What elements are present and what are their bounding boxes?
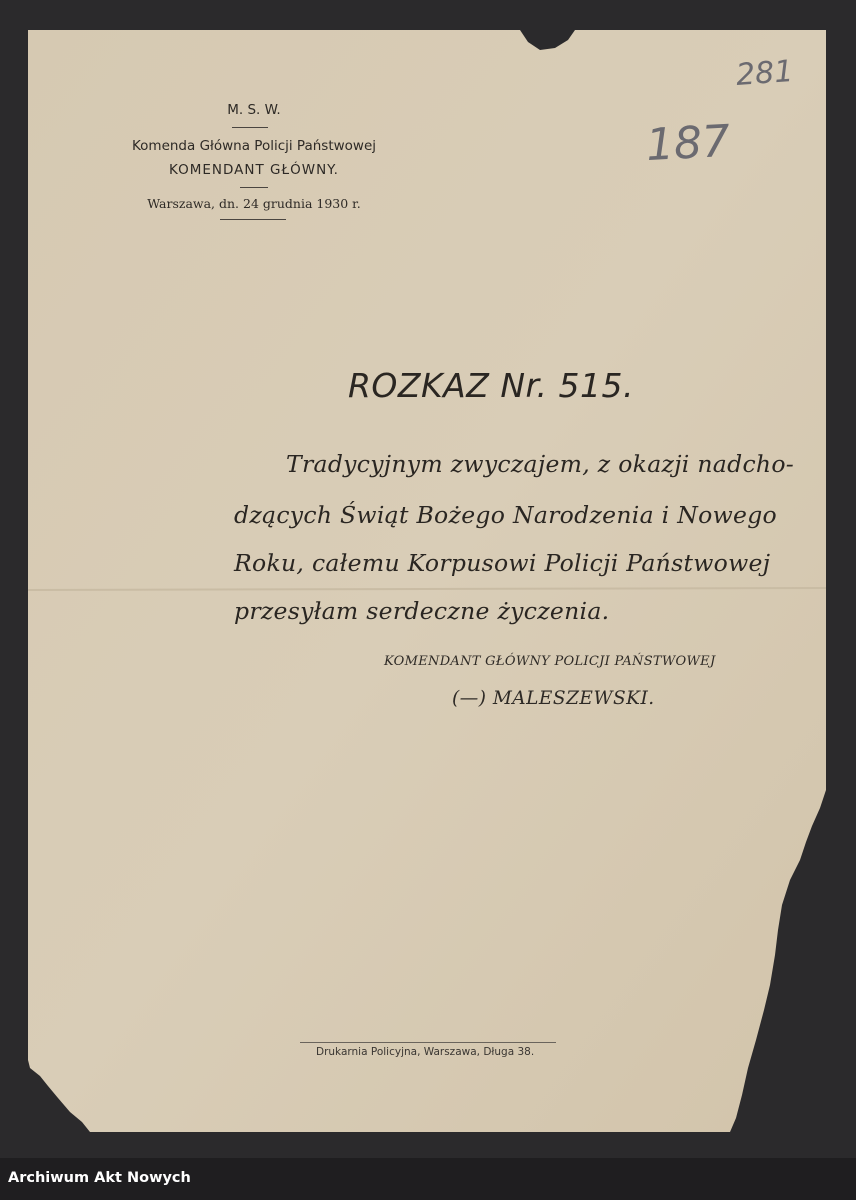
header-position: KOMENDANT GŁÓWNY. [169, 162, 339, 178]
header-divider [240, 187, 268, 188]
archive-label: Archiwum Akt Nowych [8, 1170, 191, 1186]
order-body-line: dzących Świąt Bożego Narodzenia i Nowego [234, 501, 777, 529]
printer-divider [300, 1042, 556, 1043]
header-divider [220, 219, 286, 220]
signature-name: (—) MALESZEWSKI. [452, 688, 655, 709]
handwritten-number: 187 [644, 115, 732, 172]
header-place-date: Warszawa, dn. 24 grudnia 1930 r. [147, 196, 361, 211]
order-body-line: Tradycyjnym zwyczajem, z okazji nadcho- [286, 450, 795, 478]
printer-imprint: Drukarnia Policyjna, Warszawa, Długa 38. [316, 1046, 535, 1058]
order-title: ROZKAZ Nr. 515. [348, 366, 635, 405]
header-divider [232, 127, 268, 128]
header-office: Komenda Główna Policji Państwowej [131, 138, 377, 154]
order-body-line: przesyłam serdeczne życzenia. [234, 597, 610, 625]
order-body-line: Roku, całemu Korpusowi Policji Państwowej [234, 549, 771, 577]
folio-number: 281 [734, 54, 795, 93]
header-ministry: M. S. W. [227, 102, 281, 118]
signature-title: KOMENDANT GŁÓWNY POLICJI PAŃSTWOWEJ [384, 654, 716, 669]
